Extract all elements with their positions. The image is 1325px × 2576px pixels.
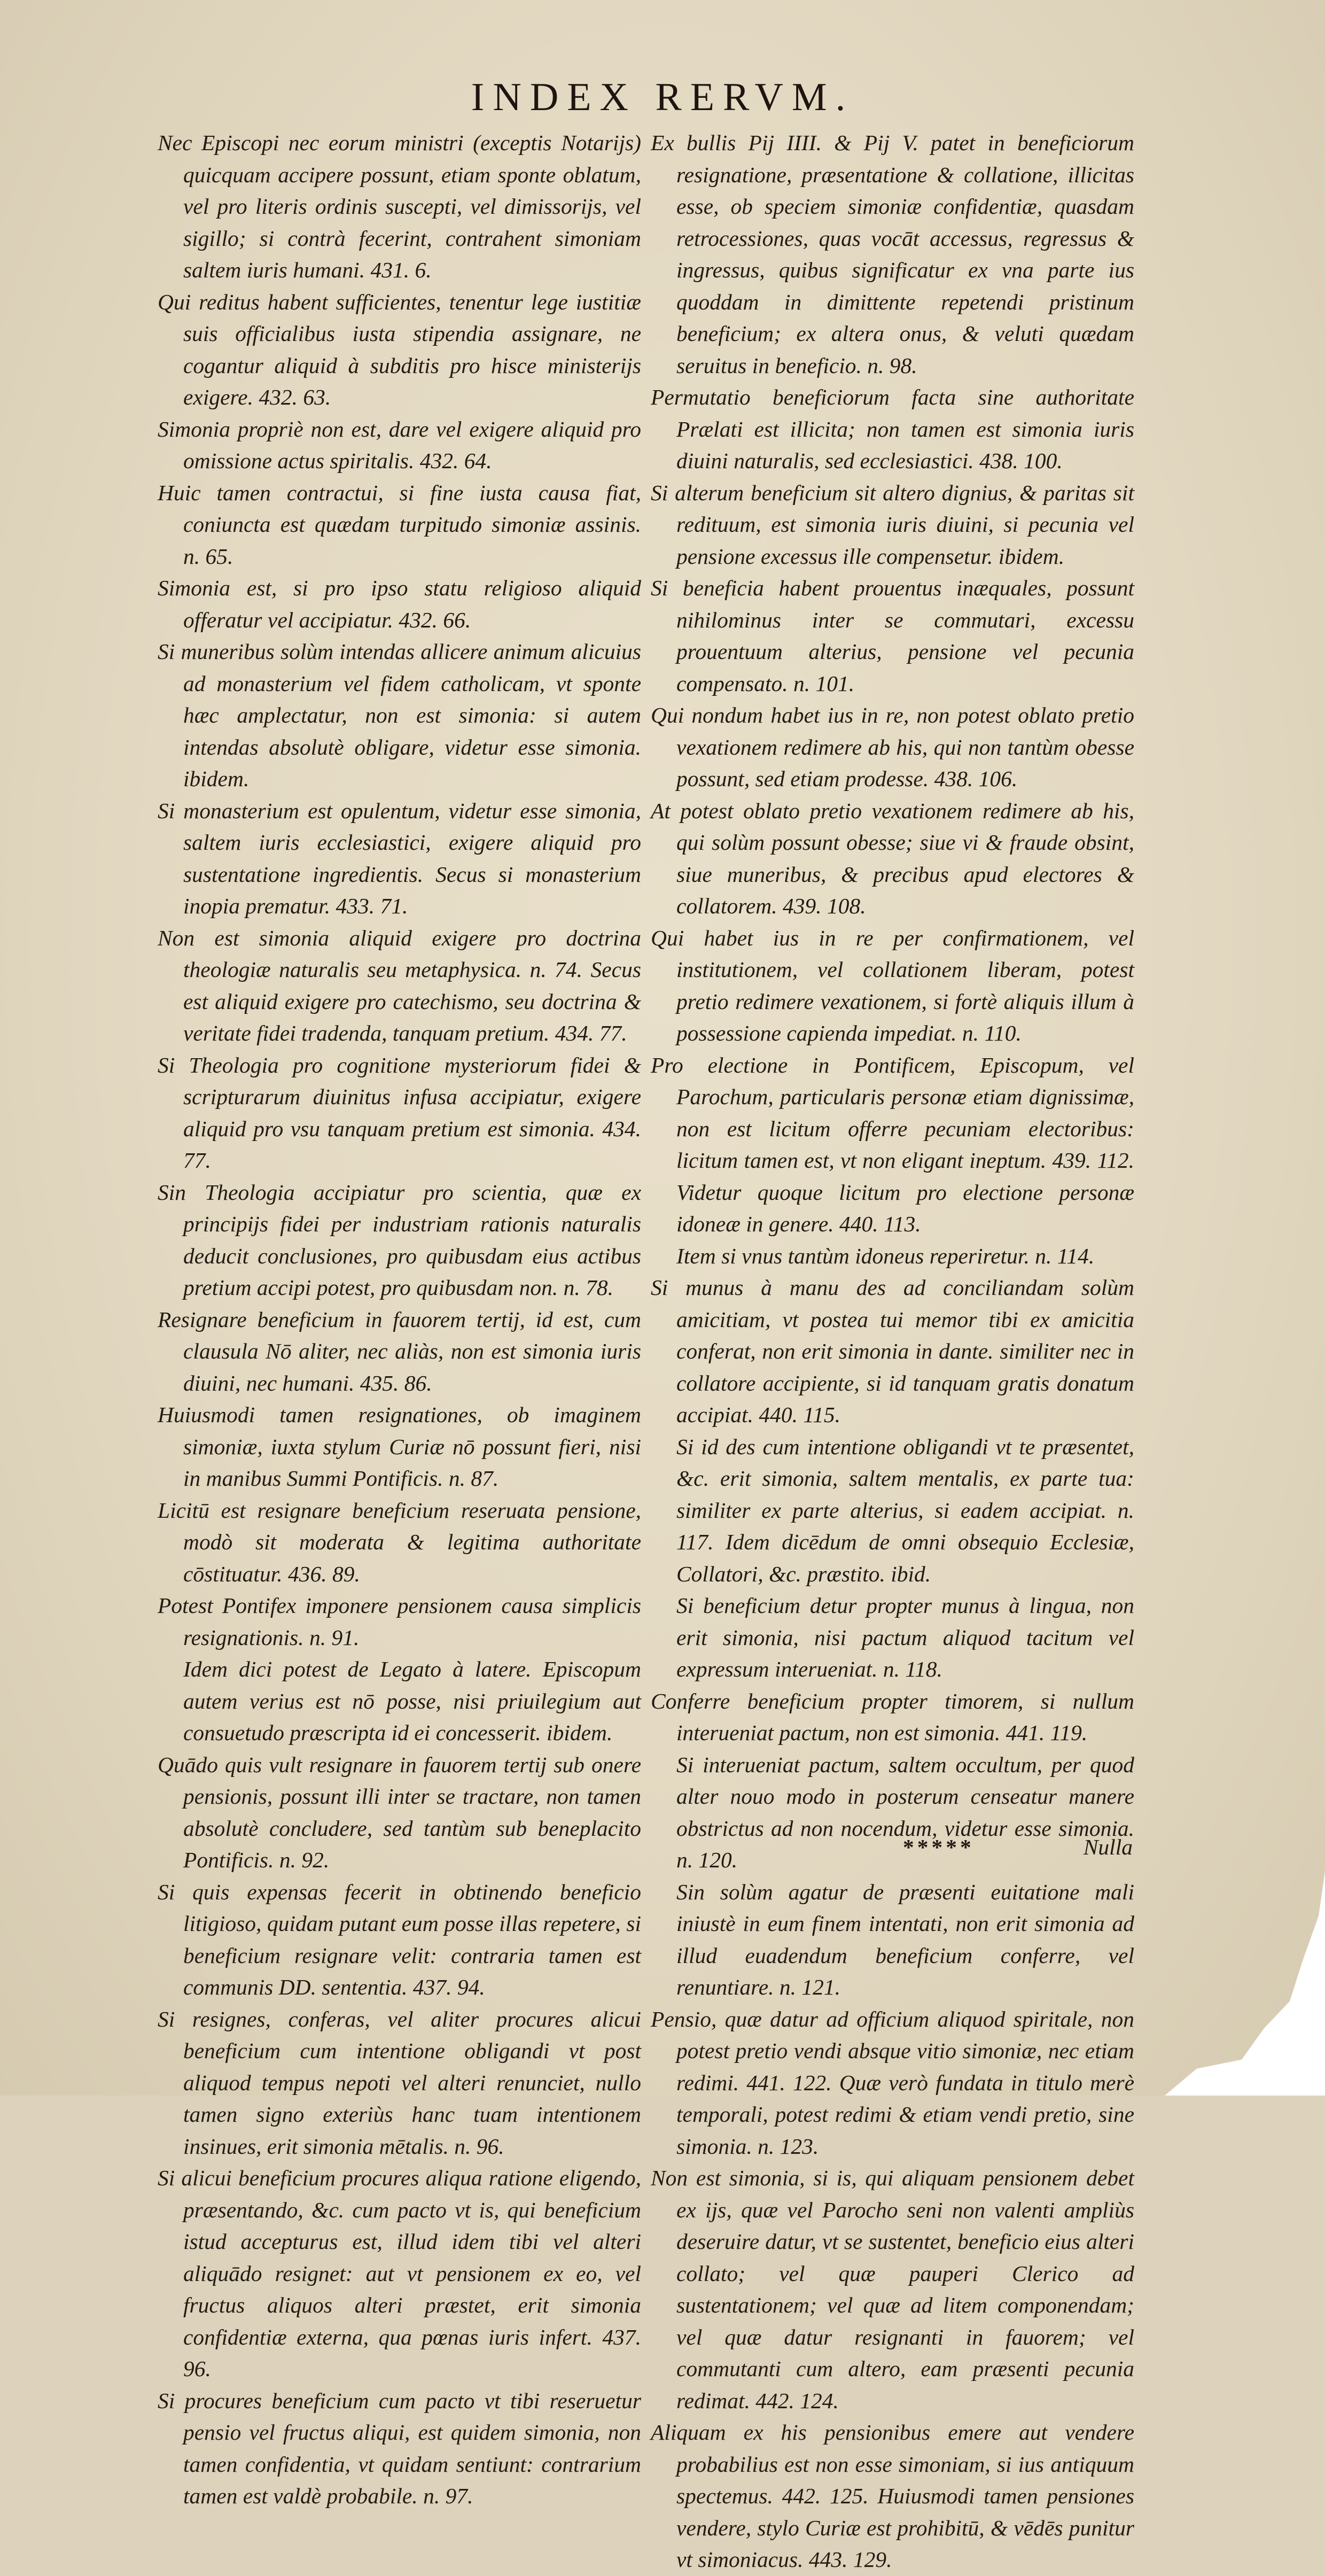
index-entry: Si interueniat pactum, saltem occultum, per quod alter nouo modo in posterum censeatur manere obstrictus ad non nocendum, videtur esse simonia. n. 120.	[676, 1752, 1134, 1872]
right-column	[651, 127, 1134, 2576]
index-entry: Licitū est resignare beneficium reseruata pensione, modò sit moderata & legitima authoritate cōstituatur. 436. 89.	[158, 1498, 641, 1586]
index-entry: Sin Theologia accipiatur pro scientia, quæ ex principijs fidei per industriam rationis naturalis deducit conclusiones, pro quibusdam eius actibus pretium accipi potest, pro quibusdam non. n. 78.	[158, 1180, 641, 1300]
catchword: Nulla	[1083, 1835, 1133, 1859]
index-entry: Si munus à manu des ad conciliandam solùm amicitiam, vt postea tui memor tibi ex amicitia conferat, non erit simonia in dante. similiter nec in collatore accipiente, si id tanquam gratis donatum accipiat. 440. 115.	[651, 1275, 1134, 1427]
index-entry: Aliquam ex his pensionibus emere aut vendere probabilius est non esse simoniam, si ius antiquum spectemus. 442. 125. Huiusmodi tamen pensiones vendere, stylo Curiæ est prohibitū, & vēdēs punitur vt simoniacus. 443. 129.	[651, 2420, 1134, 2572]
index-entry: Si alicui beneficium procures aliqua ratione eligendo, præsentando, &c. cum pacto vt is, qui beneficium istud accepturus est, illud idem tibi vel alteri aliquādo resignet: aut vt pensionem ex eo, vel fructus aliquos alteri præstet, erit simonia confidentiæ externa, qua pœnas iuris infert. 437. 96.	[158, 2166, 641, 2381]
index-entry: Permutatio beneficiorum facta sine authoritate Prælati est illicita; non tamen est simonia iuris diuini naturalis, sed ecclesiastici. 438. 100.	[651, 385, 1134, 473]
index-entry: Si quis expensas fecerit in obtinendo beneficio litigioso, quidam putant eum posse illas repetere, si beneficium resignare velit: contraria tamen est communis DD. sententia. 437. 94.	[158, 1879, 641, 1999]
running-header: INDEX RERVM.	[471, 75, 854, 119]
index-entry: Si beneficia habent prouentus inæquales, possunt nihilominus inter se commutari, excessu prouentuum alterius, pensione vel pecunia compensato. n. 101.	[651, 576, 1134, 696]
index-entry: Huiusmodi tamen resignationes, ob imaginem simoniæ, iuxta stylum Curiæ nō possunt fieri, nisi in manibus Summi Pontificis. n. 87.	[158, 1402, 641, 1491]
index-entry: Huic tamen contractui, si fine iusta causa fiat, coniuncta est quædam turpitudo simoniæ assinis. n. 65.	[158, 480, 641, 569]
index-entry: Pensio, quæ datur ad officium aliquod spiritale, non potest pretio vendi absque vitio simoniæ, nec etiam redimi. 441. 122. Quæ verò fundata in titulo merè temporali, potest redimi & etiam vendi pretio, sine simonia. n. 123.	[651, 2006, 1134, 2159]
index-entry: Si id des cum intentione obligandi vt te præsentet, &c. erit simonia, saltem mentalis, ex parte tua: similiter ex parte alterius, si eadem accipiat. n. 117. Idem dicēdum de omni obsequio Ecclesiæ, Collatori, &c. præstito. ibid.	[676, 1434, 1134, 1586]
index-entry: Quādo quis vult resignare in fauorem tertij sub onere pensionis, possunt illi inter se tractare, non tamen absolutè concludere, sed tantùm sub beneplacito Pontificis. n. 92.	[158, 1752, 641, 1872]
torn-corner	[1165, 1871, 1325, 2096]
index-entry: Si muneribus solùm intendas allicere animum alicuius ad monasterium vel fidem catholicam, vt sponte hæc amplectatur, non est simonia: si autem intendas absolutè obligare, videtur esse simonia. ibidem.	[158, 639, 641, 791]
index-entry: Resignare beneficium in fauorem tertij, id est, cum clausula Nō aliter, nec aliàs, non est simonia iuris diuini, nec humani. 435. 86.	[158, 1307, 641, 1395]
index-entry: Item si vnus tantùm idoneus reperiretur. n. 114.	[676, 1243, 1095, 1268]
index-entry: Non est simonia aliquid exigere pro doctrina theologiæ naturalis seu metaphysica. n. 74. Secus est aliquid exigere pro catechismo, seu doctrina & veritate fidei tradenda, tanquam pretium. 434. 77.	[158, 925, 641, 1045]
index-entry: Ex bullis Pij IIII. & Pij V. patet in beneficiorum resignatione, præsentatione & collatione, illicitas esse, ob speciem simoniæ confidentiæ, quasdam retrocessiones, quas vocāt accessus, regressus & ingressus, quibus significatur ex vna parte ius quoddam in dimittente repetendi pristinum beneficium; ex altera onus, & veluti quædam seruitus in beneficio. n. 98.	[651, 130, 1134, 378]
index-entry: Qui reditus habent sufficientes, tenentur lege iustitiæ suis officialibus iusta stipendia assignare, ne cogantur aliquid à subditis pro hisce ministerijs exigere. 432. 63.	[158, 289, 641, 409]
index-entry: Si Theologia pro cognitione mysteriorum fidei & scripturarum diuinitus infusa accipiatur, exigere aliquid pro vsu tanquam pretium est simonia. 434. 77.	[158, 1052, 641, 1173]
index-entry: Idem dici potest de Legato à latere. Episcopum autem verius est nō posse, nisi priuilegium aut consuetudo præscripta id ei concesserit. ibidem.	[183, 1657, 641, 1745]
index-entry: Simonia propriè non est, dare vel exigere aliquid pro omissione actus spiritalis. 432. 64.	[158, 416, 641, 473]
index-entry: Nec Episcopi nec eorum ministri (exceptis Notarijs) quicquam accipere possunt, etiam sponte oblatum, vel pro literis ordinis suscepti, vel dimissorijs, vel sigillo; si contrà fecerint, contrahent simoniam saltem iuris humani. 431. 6.	[158, 130, 641, 282]
index-entry: Non est simonia, si is, qui aliquam pensionem debet ex ijs, quæ vel Parocho seni non valenti ampliùs deseruire datur, vt se sustentet, beneficio eius alteri collato; vel quæ pauperi Clerico ad sustentationem; vel quæ ad litem componendam; vel quæ datur resignanti in fauorem; vel commutanti cum altero, eam præsenti pecunia redimat. 442. 124.	[651, 2166, 1134, 2413]
index-entry: Qui nondum habet ius in re, non potest oblato pretio vexationem redimere ab his, qui non tantùm obesse possunt, sed etiam prodesse. 438. 106.	[651, 703, 1134, 791]
index-entry: At potest oblato pretio vexationem redimere ab his, qui solùm possunt obesse; siue vi & fraude obsint, siue muneribus, & precibus apud electores & collatorem. 439. 108.	[651, 798, 1134, 918]
index-entry: Si beneficium detur propter munus à lingua, non erit simonia, nisi pactum aliquod tacitum vel expressum interueniat. n. 118.	[676, 1593, 1134, 1681]
index-entry: Si alterum beneficium sit altero dignius, & paritas sit redituum, est simonia iuris diuini, si pecunia vel pensione excessus ille compensetur. ibidem.	[651, 480, 1134, 569]
index-entry: Conferre beneficium propter timorem, si nullum interueniat pactum, non est simonia. 441. 119.	[651, 1688, 1134, 1745]
index-entry: Qui habet ius in re per confirmationem, vel institutionem, vel collationem liberam, potest pretio redimere vexationem, si fortè aliquis illum à possessione capienda impediat. n. 110.	[651, 925, 1134, 1045]
index-entry: Si procures beneficium cum pacto vt tibi reseruetur pensio vel fructus aliqui, est quidem simonia, non tamen confidentia, vt quidam sentiunt: contrarium tamen est valdè probabile. n. 97.	[158, 2388, 641, 2508]
index-entry: Sin solùm agatur de præsenti euitatione mali iniustè in eum finem intentati, non erit simonia ad illud euadendum beneficium conferre, vel renuntiare. n. 121.	[676, 1879, 1134, 1999]
index-entry: Pro electione in Pontificem, Episcopum, vel Parochum, particularis personæ etiam dignissimæ, non est licitum offerre pecuniam electoribus: licitum tamen est, vt non eligant ineptum. 439. 112. Videtur quoque licitum pro electione personæ idoneæ in genere. 440. 113.	[651, 1052, 1134, 1236]
left-column	[158, 127, 641, 2512]
index-entry: Potest Pontifex imponere pensionem causa simplicis resignationis. n. 91.	[158, 1593, 641, 1650]
index-entry: Si resignes, conferas, vel aliter procures alicui beneficium cum intentione obligandi vt post aliquod tempus nepoti vel alteri renunciet, nullo tamen signo exteriùs hanc tuam intentionem insinues, erit simonia mētalis. n. 96.	[158, 2006, 641, 2159]
index-entry: Simonia est, si pro ipso statu religioso aliquid offeratur vel accipiatur. 432. 66.	[158, 576, 641, 632]
page-footer	[903, 1834, 1133, 1860]
index-entry: Si monasterium est opulentum, videtur esse simonia, saltem iuris ecclesiastici, exigere aliquid pro sustentatione ingredientis. Secus si monasterium inopia prematur. 433. 71.	[158, 798, 641, 918]
ornament-stars: *****	[903, 1835, 975, 1859]
